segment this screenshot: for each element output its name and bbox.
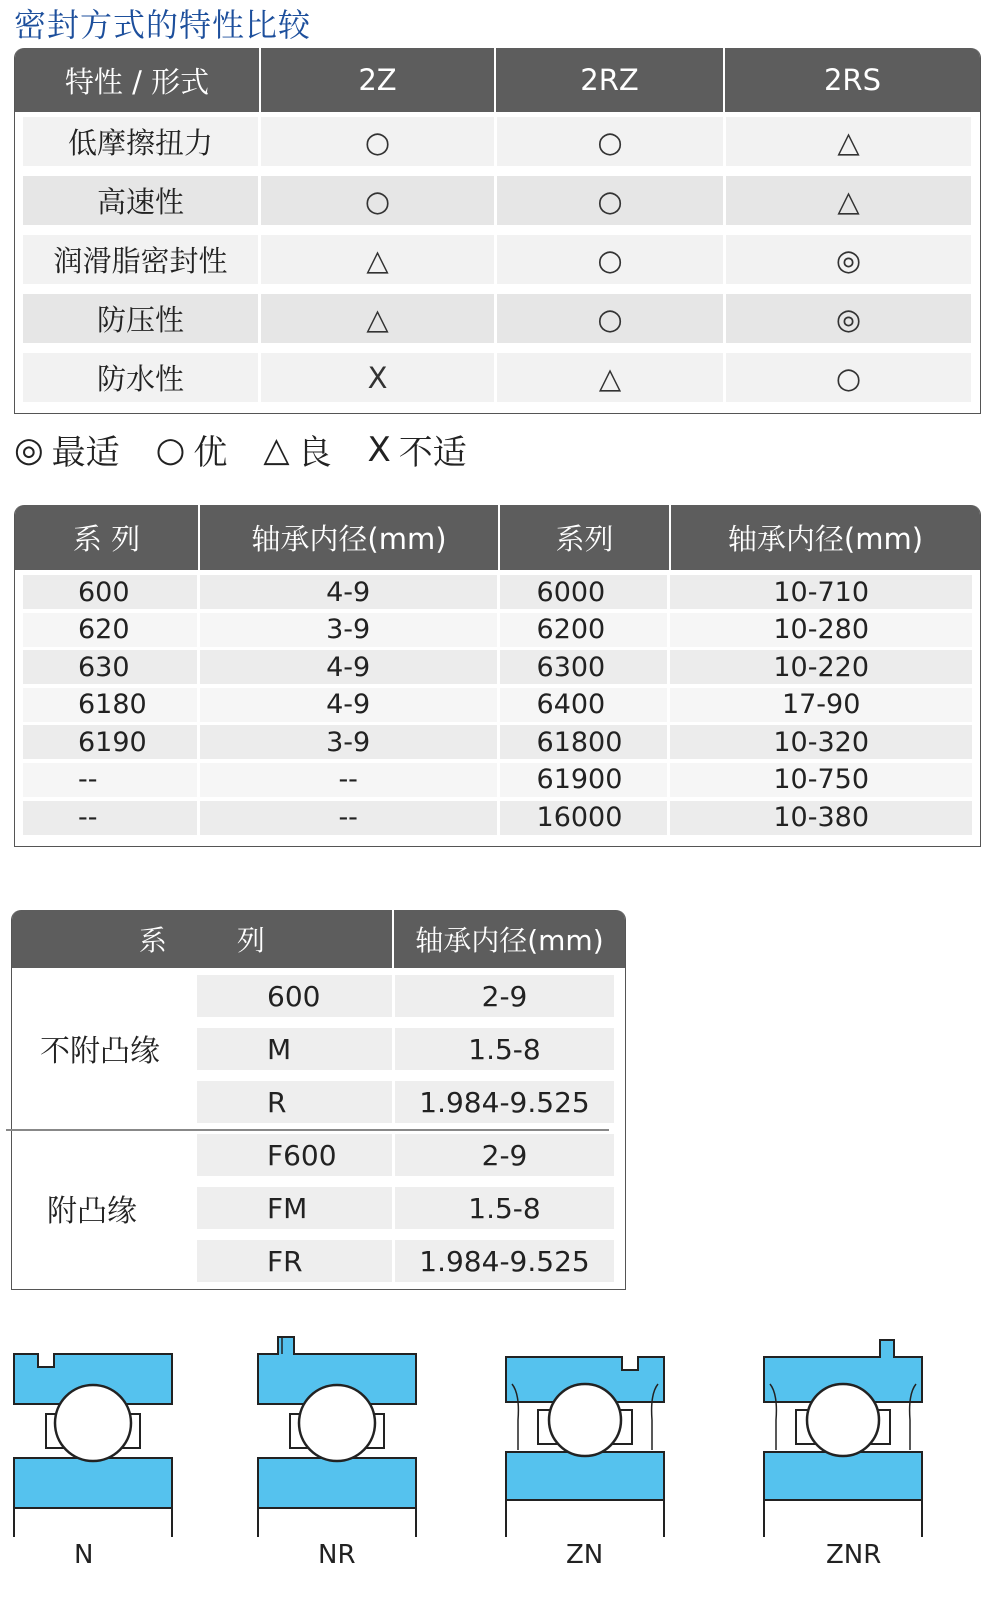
diagram-label-n: N <box>74 1540 94 1570</box>
legend-item <box>14 425 120 474</box>
header-cell: 特性 / 形式 <box>15 48 261 112</box>
row-label: 高速性 <box>23 176 258 225</box>
table-cell: 10-220 <box>670 650 972 684</box>
table-cell: 6400 <box>500 688 668 722</box>
rating-cell: ○ <box>497 176 723 225</box>
table-cell: M <box>197 1028 392 1070</box>
table-cell: -- <box>23 801 197 835</box>
group-divider <box>6 1129 609 1131</box>
rating-cell: △ <box>261 294 494 343</box>
legend-item <box>263 425 331 474</box>
table-cell: 4-9 <box>200 575 497 609</box>
rating-cell: △ <box>726 176 971 225</box>
table-cell: 1.5-8 <box>395 1028 614 1070</box>
table-header <box>15 48 980 112</box>
bearing-nr-diagram <box>254 1332 422 1542</box>
header-cell: 2RS <box>823 63 881 97</box>
table-cell: R <box>197 1081 392 1123</box>
table-cell: 10-750 <box>670 763 972 797</box>
table-cell: 630 <box>23 650 197 684</box>
table-row <box>197 1134 614 1176</box>
table-row <box>23 688 972 726</box>
table-cell: 6180 <box>23 688 197 722</box>
table-cell: 1.984-9.525 <box>395 1081 614 1123</box>
table-row <box>197 975 614 1017</box>
table-cell: 10-380 <box>670 801 972 835</box>
table-cell: 10-710 <box>670 575 972 609</box>
header-cell: 2Z <box>261 48 496 112</box>
legend-symbol: X <box>367 429 391 470</box>
diagram-label-znr: ZNR <box>826 1540 882 1570</box>
group-no-flange <box>12 968 625 1128</box>
table-cell: -- <box>23 763 197 797</box>
page-title: 密封方式的特性比较 <box>14 6 312 44</box>
header-cell: 轴承内径(mm) <box>415 924 604 957</box>
group-label: 附凸缘 <box>47 1194 137 1229</box>
table-cell: 3-9 <box>200 725 497 759</box>
rating-cell: ○ <box>726 353 971 402</box>
row-label: 低摩擦扭力 <box>23 117 258 166</box>
table-row <box>15 348 980 407</box>
bearing-zn-diagram <box>502 1332 670 1542</box>
legend-item <box>156 425 228 474</box>
header-cell: 系 列 <box>15 505 200 570</box>
table-header <box>12 910 625 968</box>
rating-cell: X <box>261 353 494 402</box>
table-cell: 2-9 <box>395 975 614 1017</box>
rating-cell: ○ <box>497 117 723 166</box>
header-cell: 系列 <box>12 910 394 968</box>
table-row <box>15 289 980 348</box>
table-row <box>23 725 972 763</box>
header-cell: 轴承内径(mm) <box>727 522 924 556</box>
table-cell: 61800 <box>500 725 668 759</box>
legend-label: 不适 <box>398 433 467 473</box>
row-label: 防水性 <box>23 353 258 402</box>
row-label: 润滑脂密封性 <box>23 235 258 284</box>
table-cell: 600 <box>197 975 392 1017</box>
legend-label: 最适 <box>51 433 120 473</box>
rating-cell: ◎ <box>726 294 971 343</box>
table-cell: 600 <box>23 575 197 609</box>
rating-cell: ○ <box>497 294 723 343</box>
table-row <box>23 801 972 839</box>
table-cell: 10-280 <box>670 613 972 647</box>
table-cell: -- <box>200 763 497 797</box>
table-row <box>23 650 972 688</box>
series-bore-table <box>14 505 981 847</box>
table-cell: 16000 <box>500 801 668 835</box>
table-cell: 6190 <box>23 725 197 759</box>
table-cell: FR <box>197 1240 392 1282</box>
bearing-znr-diagram <box>760 1332 928 1542</box>
group-with-flange <box>12 1128 625 1288</box>
table-cell: 1.984-9.525 <box>395 1240 614 1282</box>
table-cell: 6000 <box>500 575 668 609</box>
row-label: 防压性 <box>23 294 258 343</box>
legend-symbol: △ <box>263 429 290 470</box>
table-header <box>15 505 980 570</box>
table-row <box>197 1081 614 1123</box>
rating-cell: △ <box>497 353 723 402</box>
table-row <box>15 112 980 171</box>
table-cell: 6300 <box>500 650 668 684</box>
table-cell: 2-9 <box>395 1134 614 1176</box>
table-cell: 17-90 <box>670 688 972 722</box>
rating-cell: △ <box>726 117 971 166</box>
rating-cell: ○ <box>261 117 494 166</box>
diagram-label-nr: NR <box>318 1540 356 1570</box>
rating-cell: △ <box>261 235 494 284</box>
header-cell: 轴承内径(mm) <box>200 505 500 570</box>
flange-series-table <box>11 910 626 1290</box>
table-cell: 4-9 <box>200 688 497 722</box>
table-row <box>15 171 980 230</box>
table-cell: 4-9 <box>200 650 497 684</box>
seal-comparison-table <box>14 48 981 414</box>
legend-symbol: ◎ <box>14 429 44 470</box>
table-cell: 6200 <box>500 613 668 647</box>
bearing-n-diagram <box>10 1332 178 1542</box>
table-cell: 61900 <box>500 763 668 797</box>
table-row <box>197 1028 614 1070</box>
legend-symbol: ○ <box>155 429 186 470</box>
table-row <box>197 1240 614 1282</box>
rating-legend <box>14 425 467 474</box>
rating-cell: ○ <box>497 235 723 284</box>
rating-cell: ◎ <box>726 235 971 284</box>
rating-cell: ○ <box>261 176 494 225</box>
diagram-label-zn: ZN <box>566 1540 604 1570</box>
table-cell: 10-320 <box>670 725 972 759</box>
table-cell: 3-9 <box>200 613 497 647</box>
table-row <box>23 613 972 651</box>
table-row <box>23 763 972 801</box>
legend-label: 优 <box>193 433 228 473</box>
group-label: 不附凸缘 <box>40 1034 160 1069</box>
table-cell: FM <box>197 1187 392 1229</box>
table-cell: 1.5-8 <box>395 1187 614 1229</box>
header-cell: 2RZ <box>496 48 725 112</box>
table-cell: 620 <box>23 613 197 647</box>
table-row <box>197 1187 614 1229</box>
table-row <box>15 230 980 289</box>
table-cell: F600 <box>197 1134 392 1176</box>
legend-item <box>368 425 467 474</box>
header-cell: 系列 <box>500 505 671 570</box>
legend-label: 良 <box>297 433 332 473</box>
table-row <box>23 575 972 613</box>
table-cell: -- <box>200 801 497 835</box>
